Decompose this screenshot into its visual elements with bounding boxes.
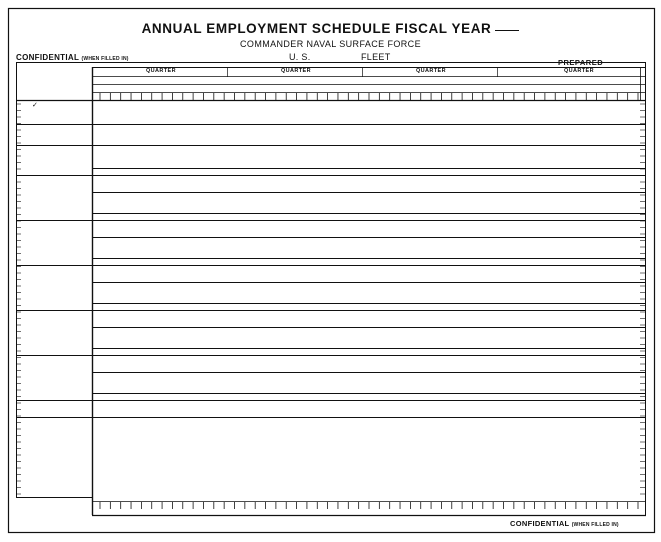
confidential-label-bottom: CONFIDENTIAL	[510, 519, 570, 528]
form-title-text: ANNUAL EMPLOYMENT SCHEDULE FISCAL YEAR	[141, 21, 492, 36]
quarter-label-4: QUARTER	[564, 68, 594, 74]
quarter-label-2: QUARTER	[281, 68, 311, 74]
prepared-label: PREPARED	[558, 58, 604, 67]
when-filled-in-bottom: (WHEN FILLED IN)	[571, 522, 619, 528]
grid-lines	[16, 93, 646, 509]
fleet-label: FLEET	[361, 52, 391, 62]
confidential-label-top: CONFIDENTIAL	[16, 53, 80, 62]
when-filled-in-top: (WHEN FILLED IN)	[81, 56, 129, 62]
outer-frame	[9, 9, 655, 533]
quarter-label-1: QUARTER	[146, 68, 176, 74]
us-label: U. S.	[289, 52, 311, 62]
quarter-label-3: QUARTER	[416, 68, 446, 74]
check-mark: ✓	[32, 102, 38, 109]
form-subtitle: COMMANDER NAVAL SURFACE FORCE	[240, 39, 421, 49]
